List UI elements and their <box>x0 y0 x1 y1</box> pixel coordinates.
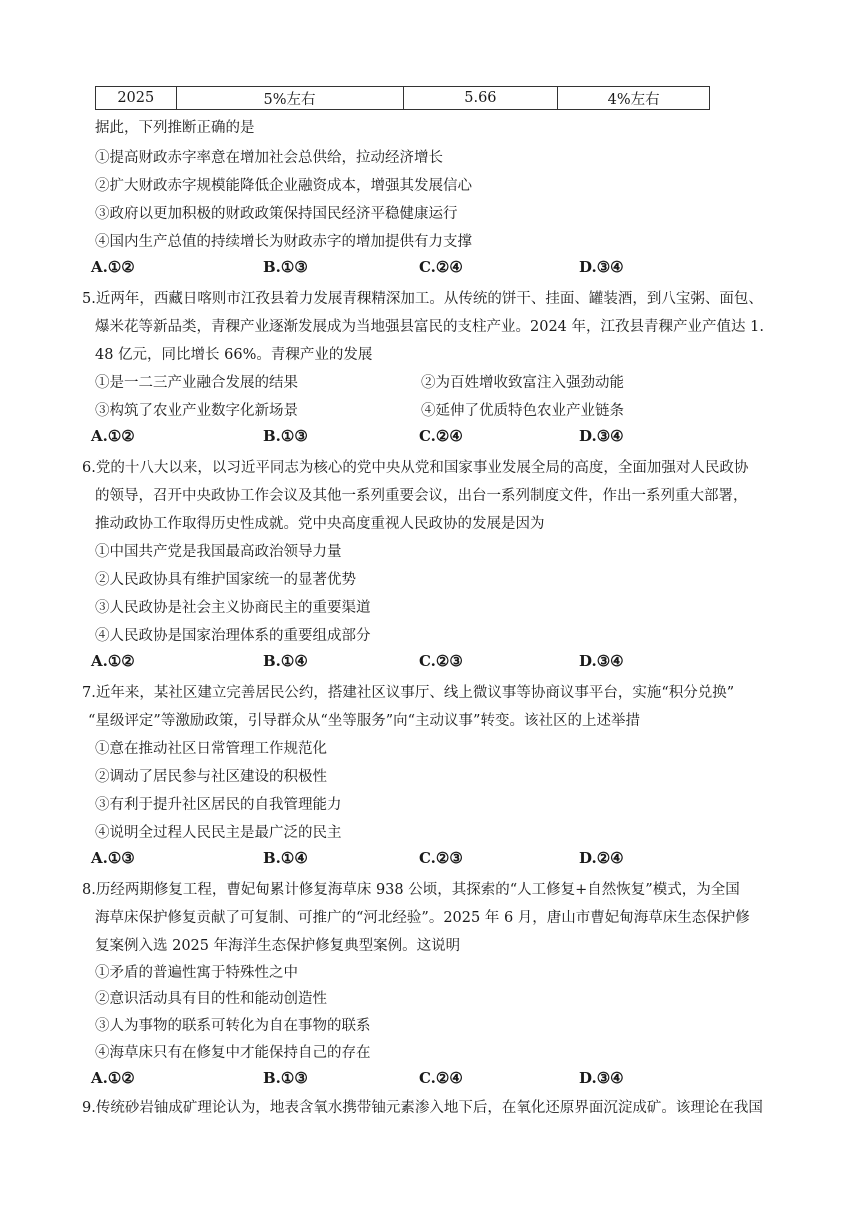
q8-stem-line2: 海草床保护修复贡献了可复制、可推广的“河北经验”。2025 年 6 月，唐山市曹妃甸海草床生态保护修 <box>95 910 750 926</box>
q5-answer-b: B.①③ <box>263 427 308 445</box>
q6-option-1: ①中国共产党是我国最高政治领导力量 <box>95 544 342 560</box>
q4-option-3: ③政府以更加积极的财政政策保持国民经济平稳健康运行 <box>95 206 458 222</box>
table-row <box>96 87 710 110</box>
table-cell: 5.66 <box>403 87 558 110</box>
q8-answer-d: D.③④ <box>579 1069 624 1087</box>
q8-option-3: ③人为事物的联系可转化为自在事物的联系 <box>95 1018 371 1034</box>
data-table <box>95 86 710 110</box>
q7-answer-a: A.①③ <box>91 849 135 867</box>
q5-answer-d: D.③④ <box>579 427 624 445</box>
q9-stem-line1: 9.传统砂岩铀成矿理论认为，地表含氧水携带铀元素渗入地下后，在氧化还原界面沉淀成矿。该理论在我国 <box>82 1100 763 1116</box>
q6-stem-line1: 6.党的十八大以来，以习近平同志为核心的党中央从党和国家事业发展全局的高度，全面加强对人民政协 <box>82 460 749 476</box>
q4-answer-a: A.①② <box>91 258 135 276</box>
q7-option-2: ②调动了居民参与社区建设的积极性 <box>95 769 327 785</box>
q6-answer-d: D.③④ <box>579 652 624 670</box>
q6-option-3: ③人民政协是社会主义协商民主的重要渠道 <box>95 600 371 616</box>
q5-option-1: ①是一二三产业融合发展的结果 <box>95 375 298 391</box>
q5-stem-line3: 48 亿元，同比增长 66%。青稞产业的发展 <box>95 347 373 363</box>
q5-option-4: ④延伸了优质特色农业产业链条 <box>421 403 624 419</box>
q5-option-2: ②为百姓增收致富注入强劲动能 <box>421 375 624 391</box>
q5-answer-a: A.①② <box>91 427 135 445</box>
q8-answer-c: C.②④ <box>419 1069 463 1087</box>
q6-option-2: ②人民政协具有维护国家统一的显著优势 <box>95 572 356 588</box>
table-cell: 5%左右 <box>176 87 403 110</box>
q8-option-2: ②意识活动具有目的性和能动创造性 <box>95 991 327 1007</box>
q5-answer-c: C.②④ <box>419 427 463 445</box>
q4-stem: 据此，下列推断正确的是 <box>95 120 255 136</box>
q7-option-1: ①意在推动社区日常管理工作规范化 <box>95 741 327 757</box>
q8-option-1: ①矛盾的普遍性寓于特殊性之中 <box>95 965 298 981</box>
q4-answer-c: C.②④ <box>419 258 463 276</box>
q6-answer-a: A.①② <box>91 652 135 670</box>
q4-option-4: ④国内生产总值的持续增长为财政赤字的增加提供有力支撑 <box>95 234 472 250</box>
q5-stem-line1: 5.近两年，西藏日喀则市江孜县着力发展青稞精深加工。从传统的饼干、挂面、罐装酒，到八宝粥、面包、 <box>82 291 763 307</box>
q5-stem-line2: 爆米花等新品类，青稞产业逐渐发展成为当地强县富民的支柱产业。2024 年，江孜县青稞产业产值达 1. <box>95 319 764 335</box>
q8-answer-a: A.①② <box>91 1069 135 1087</box>
q6-answer-b: B.①④ <box>263 652 308 670</box>
q7-answer-c: C.②③ <box>419 849 463 867</box>
table-cell: 4%左右 <box>558 87 710 110</box>
q7-stem-line2: “星级评定”等激励政策，引导群众从“坐等服务”向“主动议事”转变。该社区的上述举措 <box>88 713 640 729</box>
q7-stem-line1: 7.近年来，某社区建立完善居民公约，搭建社区议事厅、线上微议事等协商议事平台，实施“积分兑换” <box>82 685 735 701</box>
table-cell-year: 2025 <box>96 87 177 110</box>
q6-stem-line2: 的领导，召开中央政协工作会议及其他一系列重要会议，出台一系列制度文件，作出一系列重大部署， <box>95 488 748 504</box>
q8-option-4: ④海草床只有在修复中才能保持自己的存在 <box>95 1045 371 1061</box>
q8-stem-line3: 复案例入选 2025 年海洋生态保护修复典型案例。这说明 <box>95 938 461 954</box>
q8-stem-line1: 8.历经两期修复工程，曹妃甸累计修复海草床 938 公顷，其探索的“人工修复+自然恢复”模式，为全国 <box>82 882 740 898</box>
q6-option-4: ④人民政协是国家治理体系的重要组成部分 <box>95 628 371 644</box>
q6-answer-c: C.②③ <box>419 652 463 670</box>
q7-option-4: ④说明全过程人民民主是最广泛的民主 <box>95 825 342 841</box>
q8-answer-b: B.①③ <box>263 1069 308 1087</box>
q4-answer-d: D.③④ <box>579 258 624 276</box>
q6-stem-line3: 推动政协工作取得历史性成就。党中央高度重视人民政协的发展是因为 <box>95 516 545 532</box>
q7-answer-d: D.②④ <box>579 849 624 867</box>
q7-option-3: ③有利于提升社区居民的自我管理能力 <box>95 797 342 813</box>
q7-answer-b: B.①④ <box>263 849 308 867</box>
q5-option-3: ③构筑了农业产业数字化新场景 <box>95 403 298 419</box>
q4-option-2: ②扩大财政赤字规模能降低企业融资成本，增强其发展信心 <box>95 178 472 194</box>
q4-answer-b: B.①③ <box>263 258 308 276</box>
q4-option-1: ①提高财政赤字率意在增加社会总供给，拉动经济增长 <box>95 150 443 166</box>
